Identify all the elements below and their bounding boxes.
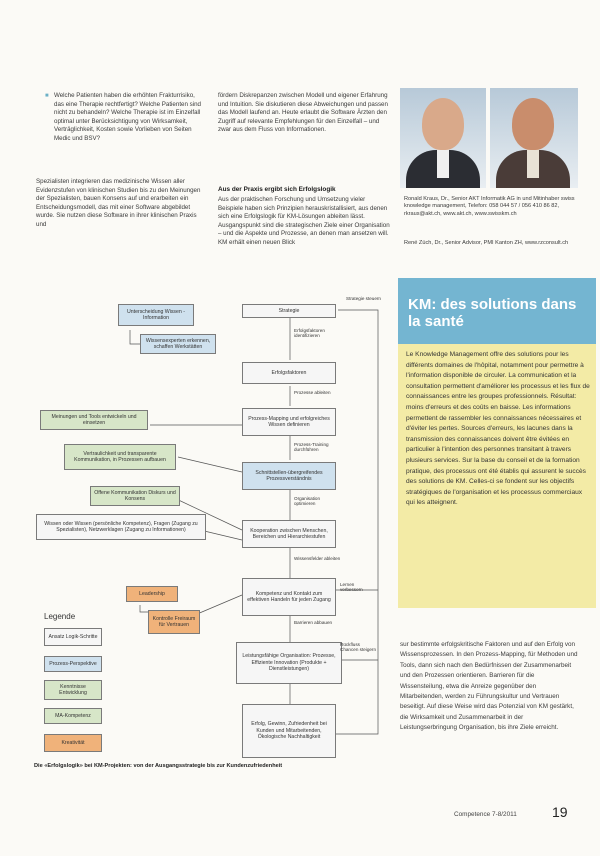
middle-paragraph-1: fördern Diskrepanzen zwischen Modell und eigener Erfahrung und Intuition. Sie diskutieren diese Abweichungen und passen das Modell laufend an. Heute erlaubt die Software Ärzten den Zugriff auf relevante Empfehlungen für den Einzelfall – und zwar aus dem Fluss von Informationen. <box>218 92 388 134</box>
legend-item-logik: Ansatz Logik-Schritte <box>44 628 102 646</box>
legend-item-prozess: Prozess-Perspektive <box>44 656 102 672</box>
author-info-2: René Züch, Dr., Senior Advisor, PMI Kanton ZH, www.rzconsult.ch <box>404 240 569 246</box>
footer-publication: Competence 7-8/2011 <box>454 811 517 818</box>
diagram-label-2: Prozesse ableiten <box>294 390 331 395</box>
diagram-label-7: Strategie steuern <box>346 296 381 301</box>
diagram-label-9: Rückfluss Chancen steigern <box>340 642 377 653</box>
diagram-caption: Die «Erfolgslogik» bei KM-Projekten: von der Ausgangsstrategie bis zur Kundenzufriedenheit <box>34 763 283 769</box>
diagram-box-kommunikation: Offene Kommunikation Diskurs und Konsens <box>90 486 180 506</box>
diagram-box-erfolgsfaktoren: Erfolgsfaktoren <box>242 362 336 384</box>
diagram-box-schnittstellen: Schnittstellen-übergreifendes Prozessverständnis <box>242 462 336 490</box>
diagram-box-strategie: Strategie <box>242 304 336 318</box>
diagram-box-kooperation: Kooperation zwischen Menschen, Bereichen und Hierarchiestufen <box>242 520 336 548</box>
sidebar-title: KM: des solutions dans la santé <box>408 296 577 330</box>
diagram-label-8: Lernen verbessern <box>340 582 363 593</box>
legend-item-kreativitaet: Kreativität <box>44 734 102 752</box>
diagram-box-freiraum: Kontrolle Freiraum für Vertrauen <box>148 610 200 634</box>
diagram-box-wissensexperten: Wissensexperten erkennen, schaffen Werkstätten <box>140 334 216 354</box>
bullet-paragraph: ■ Welche Patienten haben die erhöhten Frakturrisiko, das eine Therapie rechtfertigt? Welche Patienten sind nicht zu behandeln? Welche Therapie ist im Einzelfall optimal unter Berücksichtigung von Wirksamkeit, Verträglichkeit, Kosten sowie Vorlieben von Seiten Medic und BSV? <box>54 92 204 144</box>
diagram-label-6: Barrieren abbauen <box>294 620 333 625</box>
diagram-box-leadership: Leadership <box>126 586 178 602</box>
diagram-label-5: Wissensfelder ableiten <box>294 556 341 561</box>
diagram-box-tools: Meinungen und Tools entwickeln und einsetzen <box>40 410 148 430</box>
page-number: 19 <box>552 804 568 820</box>
diagram-box-kompetenz-kontakt: Kompetenz und Kontakt zum effektiven Handeln für jeden Zugang <box>242 578 336 616</box>
diagram-box-prozess-mapping: Prozess-Mapping und erfolgreiches Wissen definieren <box>242 408 336 436</box>
legend-item-kenntnisse: Kenntnisse Entwicklung <box>44 680 102 700</box>
legend-item-kompetenz: MA-Kompetenz <box>44 708 102 724</box>
diagram-box-organisation: Leistungsfähige Organisation: Prozesse, Effiziente Innovation (Produkte + Dienstleistungen) <box>236 642 342 684</box>
diagram-label-1: Erfolgsfaktoren identifizieren <box>294 328 325 339</box>
diagram-label-3: Prozess-Training durchführen <box>294 442 329 453</box>
legend-title: Legende <box>44 612 76 621</box>
diagram-box-wissen-information: Unterscheidung Wissen - Information <box>118 304 194 326</box>
sidebar-body: Le Knowledge Management offre des solutions pour les différents domaines de l'hôpital, notamment pour permettre à l'information disponible de circuler. La communication et la consultation permettent d'améliorer les processus et les flux de connaissances entre les groupes professionnels. Résultat: moins d'erreurs et des coûts en baisse. Les informations permettent de rassembler les connaissances nécessaires et d'éviter les pertes. Sources d'erreurs, les lacunes dans la transmission des connaissances doivent être évitées en particulier à l'intention des personnes transitant à travers plusieurs services. Sur la base du conseil et de la formation pratique, des processus ont été établis qui assurent le succès des solutions de KM. Celles-ci se fondent sur les objectifs stratégiques de l'organisation et les processus commerciaux qui les atteignent. <box>406 351 590 507</box>
diagram-box-kompetenz: Wissen oder Wissen (persönliche Kompetenz), Fragen (Zugang zu Spezialisten), Netzwerklagen (Zugang zu Informationen) <box>36 514 206 540</box>
diagram-box-erfolg: Erfolg, Gewinn, Zufriedenheit bei Kunden und Mitarbeitenden, Ökologische Nachhaltigkeit <box>242 704 336 758</box>
diagram-label-4: Organisation optimieren <box>294 496 321 507</box>
left-paragraph: Spezialisten integrieren das medizinische Wissen aller Evidenzstufen von klinischen Studien bis zu den Meinungen der Spezialisten, bauen Konsens auf und erarbeiten ein Entscheidungsmodell, das mit einer Software abgebildet wurde. Sie nutzen diese Software in ihrer klinischen Praxis und <box>36 178 201 228</box>
diagram-box-vertrauen: Vertraulichkeit und transparente Kommunikation, in Prozessen aufbauen <box>64 444 176 470</box>
section-heading: Aus der Praxis ergibt sich Erfolgslogik <box>218 186 336 193</box>
middle-paragraph-2: Aus der praktischen Forschung und Umsetzung vieler Beispiele haben sich Prinzipien herauskristallisiert, aus denen sich eine Erfolgslogik für KM-Lösungen ableiten lässt. Ausgangspunkt sind die strategischen Ziele einer Organisation – und die Aspekte und Prozesse, an denen man ansetzen will. KM erhält einen neuen Blick <box>218 196 390 246</box>
right-bottom-paragraph: sur bestimmte erfolgskritische Faktoren und auf den Erfolg von Wissensprozessen. In den Prozess-Mapping, für Methoden und Tools, dann sich nach den Bedürfnissen der Zusammenarbeit und den Prozessen orientieren. Barrieren für die Wissensteilung, etwa die Anreize gegenüber den Mitarbeitenden, werden zu Führungskultur und Vertrauen beseitigt. Auf diese Weise wird das Potenzial von KM gestärkt, die Wirksamkeit und Zusammenarbeit in der Leistungserbringung Organisation, bis ihre Ziele erreicht. <box>400 641 578 732</box>
author-info-1: Ronald Kraus, Dr., Senior AKT Informatik AG in und Mitinhaber swiss knowledge management, Telefon: 058 044 57 / 056 410 86 82, rkraus@akt.ch, www.akt.ch, www.swisskm.ch <box>404 196 575 217</box>
